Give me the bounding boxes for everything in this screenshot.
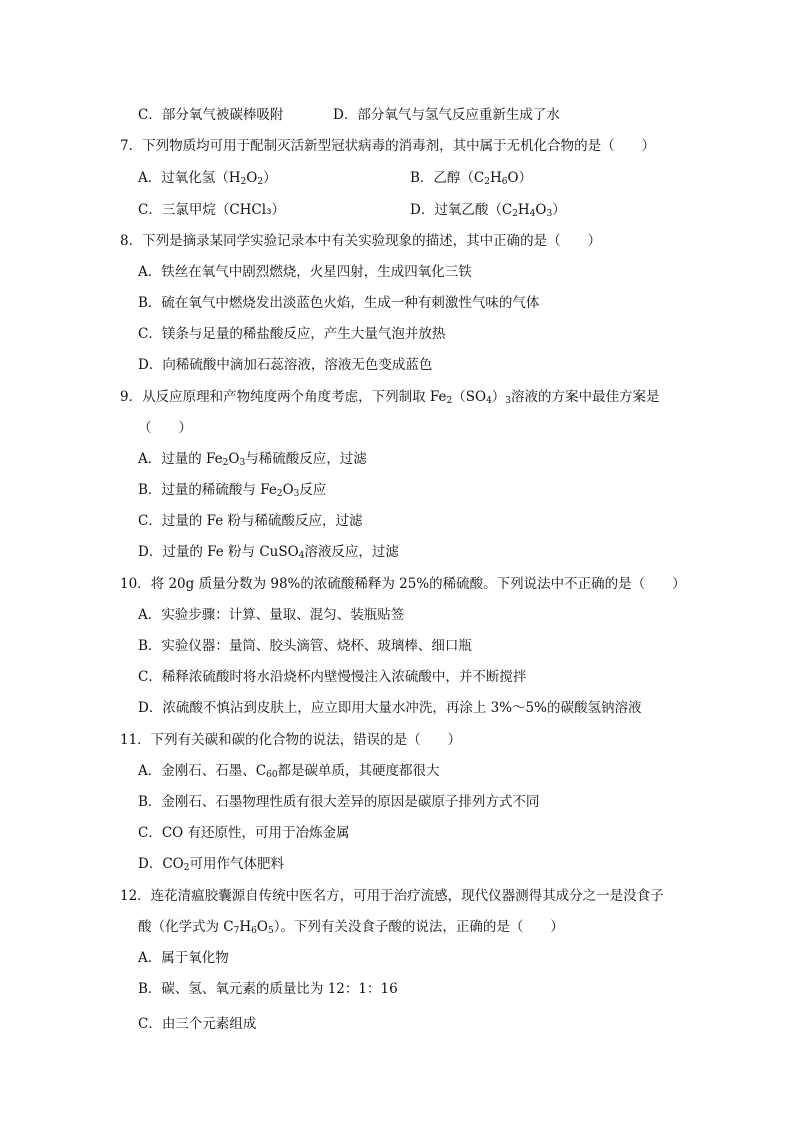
- q8-option-b: B．硫在氧气中燃烧发出淡蓝色火焰，生成一种有刺激性气味的气体: [138, 295, 540, 311]
- q9-option-a: A．过量的 $Fe_2O_3$与稀硫酸反应，过滤: [138, 451, 367, 468]
- q10-option-b: B．实验仪器：量筒、胶头滴管、烧杯、玻璃棒、细口瓶: [138, 638, 472, 654]
- q10-option-c: C．稀释浓硫酸时将水沿烧杯内壁慢慢注入浓硫酸中，并不断搅拌: [138, 669, 527, 685]
- q10-option-a: A．实验步骤：计算、量取、混匀、装瓶贴签: [138, 607, 405, 623]
- q10-option-d: D．浓硫酸不慎沾到皮肤上，应立即用大量水冲洗，再涂上 3%～5%的碳酸氢钠溶液: [138, 700, 642, 716]
- q9-option-c: C．过量的 Fe 粉与稀硫酸反应，过滤: [138, 513, 363, 529]
- q11-option-a: A．金刚石、石墨、$C_{60}$都是碳单质，其硬度都很大: [138, 763, 440, 780]
- q9-stem: 9．从反应原理和产物纯度两个角度考虑，下列制取 $Fe_2(SO_4)_3$溶液的方案中最佳方案是: [120, 389, 660, 406]
- q8-option-d: D．向稀硫酸中滴加石蕊溶液，溶液无色变成蓝色: [138, 357, 433, 373]
- q7-option-a: A．过氧化氢$(H_2O_2)$: [138, 170, 277, 187]
- q7-option-c: C．三氯甲烷（CHCl₃）: [138, 202, 285, 218]
- q12-option-a: A．属于氧化物: [138, 950, 229, 966]
- q9-answer-paren: （ ）: [138, 420, 192, 436]
- q7-option-b: B．乙醇$(C_2H_6O)$: [410, 170, 533, 187]
- q8-stem: 8．下列是摘录某同学实验记录本中有关实验现象的描述，其中正确的是（ ）: [120, 233, 602, 249]
- q11-stem: 11．下列有关碳和碳的化合物的说法，错误的是（ ）: [120, 732, 462, 748]
- q11-option-b: B．金刚石、石墨物理性质有很大差异的原因是碳原子排列方式不同: [138, 794, 540, 810]
- q9-option-b: B．过量的稀硫酸与 $Fe_2O_3$反应: [138, 482, 327, 499]
- q12-option-c: C．由三个元素组成: [138, 1016, 257, 1032]
- q6-option-d: D．部分氧气与氢气反应重新生成了水: [333, 107, 560, 123]
- q8-option-c: C．镁条与足量的稀盐酸反应，产生大量气泡并放热: [138, 326, 446, 342]
- q7-option-d: D．过氧乙酸$(C_2H_4O_3)$: [410, 202, 566, 219]
- q12-stem-line1: 12．连花清瘟胶囊源自传统中医名方，可用于治疗流感，现代仪器测得其成分之一是没食子: [120, 888, 664, 904]
- q11-option-c: C．CO 有还原性，可用于冶炼金属: [138, 825, 350, 841]
- q8-option-a: A．铁丝在氧气中剧烈燃烧，火星四射，生成四氧化三铁: [138, 264, 472, 280]
- q6-option-c: C．部分氧气被碳棒吸附: [138, 107, 284, 123]
- q7-stem: 7．下列物质均可用于配制灭活新型冠状病毒的消毒剂，其中属于无机化合物的是（ ）: [120, 138, 656, 154]
- q12-option-b: B．碳、氢、氧元素的质量比为 12：1：16: [138, 981, 398, 997]
- q12-stem-line2: 酸（化学式为 $C_7H_6O_5$）。下列有关没食子酸的说法，正确的是（ ）: [138, 919, 564, 936]
- q11-option-d: D．$CO_2$可用作气体肥料: [138, 856, 284, 873]
- q10-stem: 10．将 20g 质量分数为 98%的浓硫酸稀释为 25%的稀硫酸。下列说法中不正确的是（ ）: [120, 576, 686, 592]
- q9-option-d: D．过量的 Fe 粉与 CuSO$_4$溶液反应，过滤: [138, 544, 399, 561]
